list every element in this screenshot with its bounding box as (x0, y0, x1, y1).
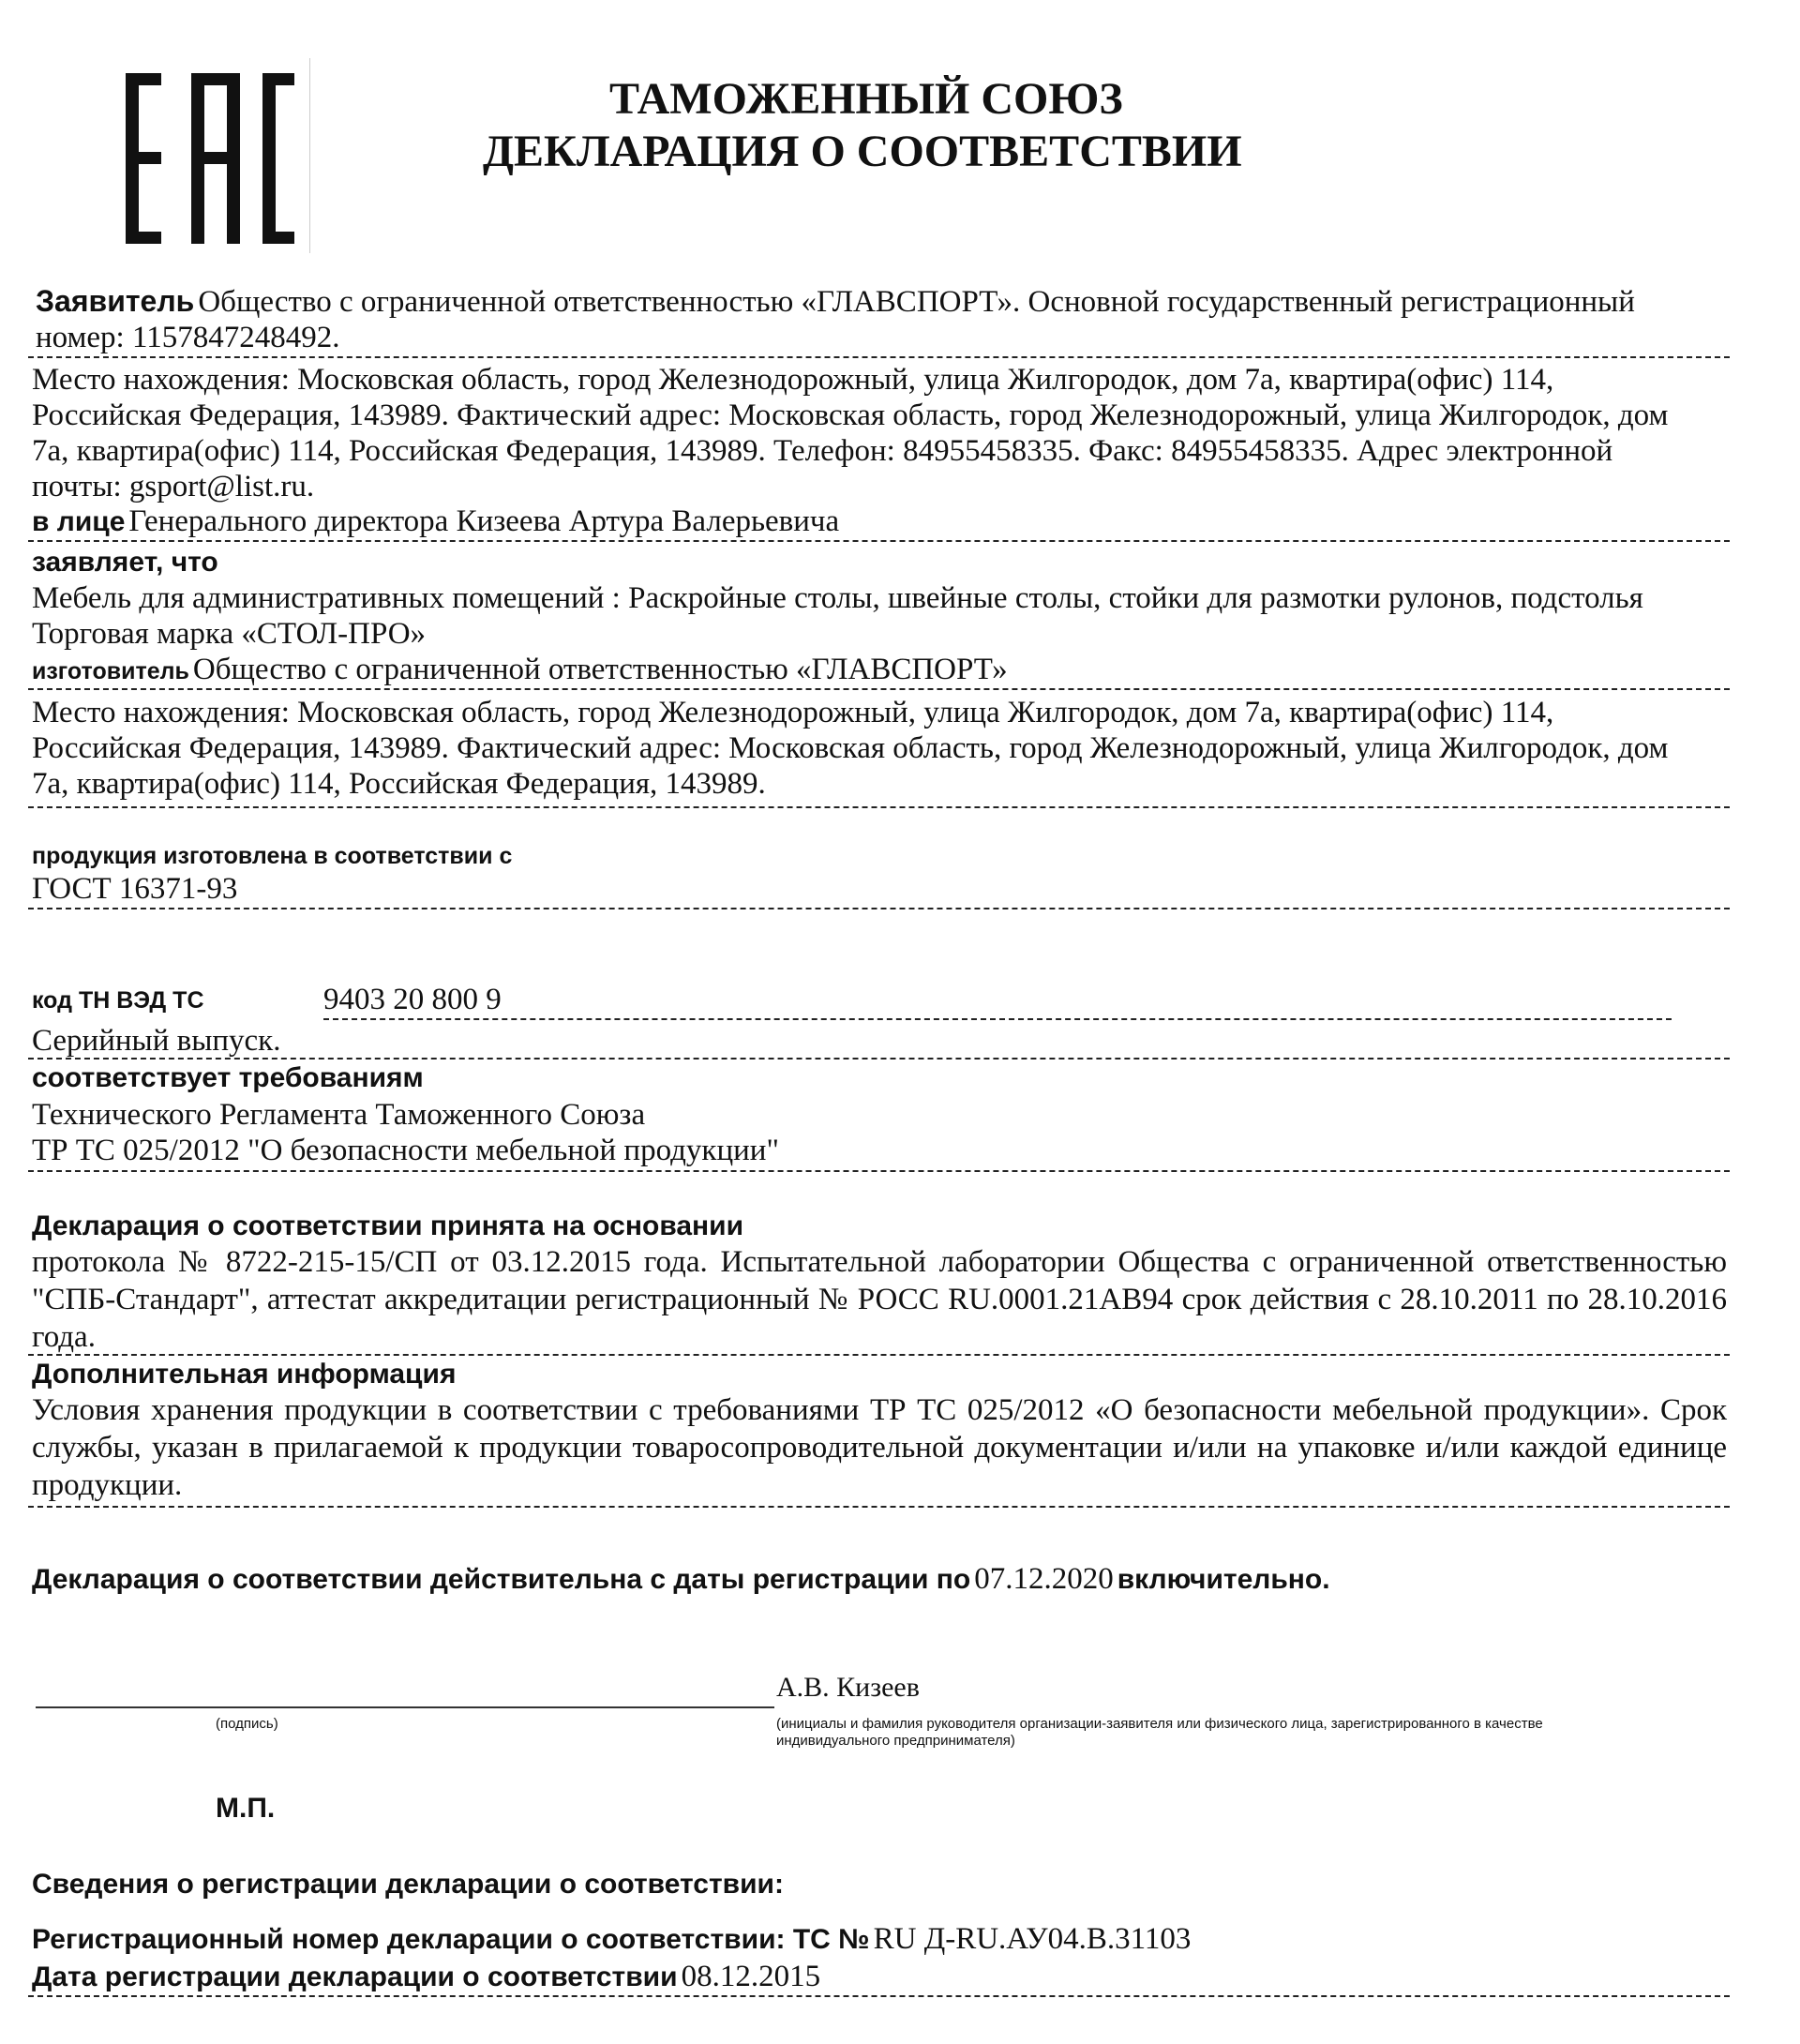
manufacturer-label: изготовитель (32, 658, 189, 684)
represented-text: Генерального директора Кизеева Артура Валерьевича (128, 504, 840, 538)
stamp-place: М.П. (216, 1793, 276, 1824)
code-label: код ТН ВЭД ТС (32, 987, 204, 1014)
additional-text: Условия хранения продукции в соответствии с требованиями ТР ТС 025/2012 «О безопасности мебельной продукции». Срок службы, указан в прилагаемой к продукции товаросопроводительной документации и/или на упаковке и/или каждой единице продукции. (32, 1393, 1727, 1502)
validity-date: 07.12.2020 (974, 1562, 1114, 1596)
divider (28, 1995, 1730, 1997)
registration-number-row (32, 1920, 1191, 1958)
registration-date-value: 08.12.2015 (681, 1960, 821, 1993)
applicant-address-line3: 7а, квартира(офис) 114, Российская Федерация, 143989. Телефон: 84955458335. Факс: 84955458335. Адрес электронной (32, 434, 1613, 468)
applicant-row (36, 283, 1635, 321)
divider (28, 806, 1730, 808)
code-underline (323, 1018, 1672, 1020)
requirements-text-line2: ТР ТС 025/2012 "О безопасности мебельной продукции" (32, 1134, 779, 1167)
signer-name: А.В. Кизеев (776, 1672, 920, 1703)
basis-text: протокола № 8722-215-15/СП от 03.12.2015 года. Испытательной лаборатории Общества с ограниченной ответственностью "СПБ-Стандарт", аттестат аккредитации регистрационный № РОСС RU.0001.21АВ94 срок действия с 28.10.2011 по 28.10.2016 года. (32, 1245, 1727, 1354)
applicant-address-line2: Российская Федерация, 143989. Фактический адрес: Московская область, город Железнодорожный, улица Жилгородок, дом (32, 398, 1669, 432)
divider (28, 908, 1730, 909)
validity-suffix: включительно. (1117, 1564, 1330, 1595)
registration-date-label: Дата регистрации декларации о соответствии (32, 1961, 678, 1992)
declares-label: заявляет, что (32, 547, 218, 578)
manufacturer-address-line2: Российская Федерация, 143989. Фактический адрес: Московская область, город Железнодорожный, улица Жилгородок, дом (32, 731, 1669, 765)
registration-number-value: RU Д-RU.АУ04.В.31103 (873, 1922, 1192, 1956)
signature-caption: (подпись) (216, 1716, 278, 1732)
standard-label: продукция изготовлена в соответствии с (32, 843, 513, 869)
code-serial: Серийный выпуск. (32, 1024, 281, 1058)
divider (28, 1506, 1730, 1508)
declares-text-line1: Мебель для административных помещений : Раскройные столы, швейные столы, стойки для размотки рулонов, подстолья (32, 581, 1643, 615)
applicant-label: Заявитель (36, 284, 195, 318)
manufacturer-row (32, 651, 1008, 688)
validity-row (32, 1560, 1330, 1598)
registration-number-label: Регистрационный номер декларации о соответствии: ТС № (32, 1924, 870, 1955)
represented-row (32, 503, 839, 540)
represented-label: в лице (32, 506, 126, 537)
divider (28, 688, 1730, 690)
manufacturer-address-line3: 7а, квартира(офис) 114, Российская Федерация, 143989. (32, 767, 766, 801)
applicant-text-line1: Общество с ограниченной ответственностью «ГЛАВСПОРТ». Основной государственный регистрационный (198, 285, 1635, 319)
name-caption-line2: индивидуального предпринимателя) (776, 1733, 1015, 1749)
divider (28, 1354, 1730, 1356)
requirements-text-line1: Технического Регламента Таможенного Союза (32, 1098, 646, 1132)
applicant-address-line1: Место нахождения: Московская область, город Железнодорожный, улица Жилгородок, дом 7а, квартира(офис) 114, (32, 363, 1554, 397)
eac-logo-mark (126, 73, 294, 244)
divider (28, 540, 1730, 542)
applicant-address-line4: почты: gsport@list.ru. (32, 470, 315, 503)
manufacturer-text: Общество с ограниченной ответственностью «ГЛАВСПОРТ» (192, 653, 1008, 686)
divider (28, 1170, 1730, 1172)
divider (28, 1058, 1730, 1060)
header-title-line1: ТАМОЖЕННЫЙ СОЮЗ (609, 74, 1123, 124)
eac-logo (126, 73, 294, 244)
registration-heading: Сведения о регистрации декларации о соответствии: (32, 1869, 784, 1900)
logo-divider (309, 58, 310, 253)
divider (28, 356, 1730, 358)
header-title-line2: ДЕКЛАРАЦИЯ О СООТВЕТСТВИИ (483, 127, 1242, 176)
requirements-label: соответствует требованиям (32, 1062, 424, 1093)
declares-text-line2: Торговая марка «СТОЛ-ПРО» (32, 617, 427, 651)
name-caption-line1: (инициалы и фамилия руководителя организации-заявителя или физического лица, зарегистрированного в качестве (776, 1716, 1543, 1732)
validity-prefix: Декларация о соответствии действительна с даты регистрации по (32, 1564, 971, 1595)
registration-date-row (32, 1958, 820, 1995)
signature-line (36, 1706, 774, 1708)
basis-label: Декларация о соответствии принята на основании (32, 1210, 744, 1241)
additional-label: Дополнительная информация (32, 1359, 457, 1390)
standard-text: ГОСТ 16371-93 (32, 872, 238, 906)
code-value: 9403 20 800 9 (323, 983, 502, 1016)
applicant-text-line2: номер: 1157847248492. (36, 321, 340, 354)
manufacturer-address-line1: Место нахождения: Московская область, город Железнодорожный, улица Жилгородок, дом 7а, квартира(офис) 114, (32, 696, 1554, 729)
